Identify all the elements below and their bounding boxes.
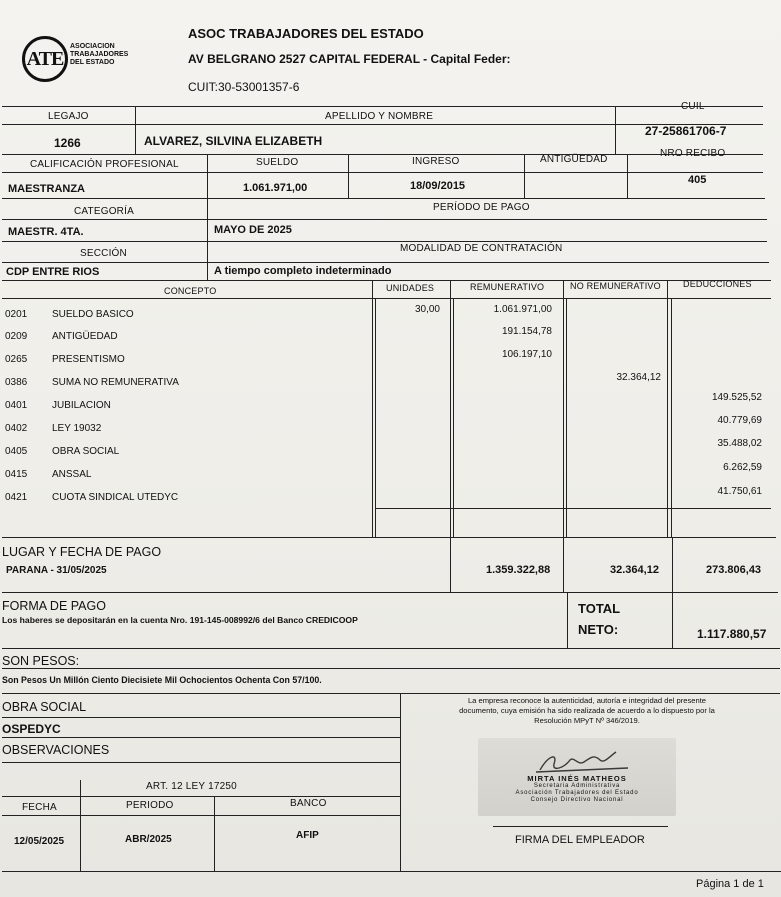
concept-name: LEY 19032: [52, 423, 102, 434]
neto-value: 1.117.880,57: [697, 627, 767, 641]
stamp-line: Asociación Trabajadores del Estado: [515, 790, 639, 796]
stamp-name: MIRTA INÉS MATHEOS: [527, 774, 627, 783]
concept-name: SUMA NO REMUNERATIVA: [52, 377, 179, 388]
periodo-label: PERÍODO DE PAGO: [433, 202, 530, 213]
logo-caption: ASOCIACION TRABAJADORES DEL ESTADO: [70, 43, 129, 66]
total-label: TOTAL: [578, 601, 621, 616]
concept-code: 0421: [5, 492, 28, 503]
ingreso-label: INGRESO: [412, 156, 460, 167]
concept-deduccion: 41.750,61: [717, 486, 762, 497]
concept-code: 0201: [5, 309, 28, 320]
nro-recibo-value: 405: [688, 174, 707, 186]
page-number: Página 1 de 1: [696, 878, 764, 890]
concept-code: 0265: [5, 354, 28, 365]
forma-pago-value: Los haberes se depositarán en la cuenta Nro. 191-145-008992/6 del Banco CREDICOOP: [2, 615, 358, 625]
concept-remunerativo: 106.197,10: [501, 349, 552, 360]
concept-name: CUOTA SINDICAL UTEDYC: [52, 492, 179, 503]
org-address: AV BELGRANO 2527 CAPITAL FEDERAL - Capital Feder:: [188, 52, 511, 66]
concept-name: ANTIGÜEDAD: [52, 331, 118, 342]
total-no-remunerativo: 32.364,12: [610, 564, 659, 576]
ate-logo: [22, 36, 68, 82]
col-unidades: UNIDADES: [386, 283, 435, 293]
concept-deduccion: 6.262,59: [723, 462, 762, 473]
obra-social-value: OSPEDYC: [2, 722, 61, 736]
cuil-value: 27-25861706-7: [645, 124, 727, 138]
concept-name: ANSSAL: [52, 469, 92, 480]
banco-value: AFIP: [296, 830, 319, 841]
stamp-line: Consejo Directivo Nacional: [530, 797, 624, 803]
concept-code: 0415: [5, 469, 28, 480]
neto-label: NETO:: [578, 622, 619, 637]
org-cuit: CUIT:30-53001357-6: [188, 80, 300, 94]
forma-pago-label: FORMA DE PAGO: [2, 599, 106, 613]
son-pesos-value: Son Pesos Un Millón Ciento Diecisiete Mil Ochocientos Ochenta Con 57/100.: [2, 675, 322, 685]
logo-text: ATE: [26, 47, 64, 70]
concept-remunerativo: 191.154,78: [501, 326, 552, 337]
concept-name: OBRA SOCIAL: [52, 446, 120, 457]
concept-code: 0209: [5, 331, 28, 342]
seccion-value: CDP ENTRE RIOS: [6, 266, 100, 278]
concept-deduccion: 35.488,02: [717, 438, 762, 449]
concept-name: SUELDO BASICO: [52, 309, 134, 320]
fecha-dep-value: 12/05/2025: [14, 836, 65, 847]
concept-code: 0401: [5, 400, 28, 411]
name-label: APELLIDO Y NOMBRE: [325, 111, 434, 122]
antiguedad-label: ANTIGÜEDAD: [540, 154, 608, 165]
org-name: ASOC TRABAJADORES DEL ESTADO: [188, 26, 424, 41]
legajo-label: LEGAJO: [48, 111, 89, 122]
concept-code: 0402: [5, 423, 28, 434]
stamp-line: Secretaria Administrativa: [533, 783, 621, 789]
calificacion-label: CALIFICACIÓN PROFESIONAL: [30, 159, 179, 170]
periodo-dep-value: ABR/2025: [125, 834, 172, 845]
legajo-value: 1266: [54, 136, 81, 150]
seccion-label: SECCIÓN: [80, 248, 127, 259]
sueldo-label: SUELDO: [256, 157, 299, 168]
name-value: ALVAREZ, SILVINA ELIZABETH: [144, 134, 323, 148]
son-pesos-label: SON PESOS:: [2, 654, 80, 668]
legal-text: La empresa reconoce la autenticidad, autoría e integridad del presente documento, cuya emisión ha sido realizada de acuerdo a lo dispuesto por la Resolución MPyT Nº 346/2019.: [459, 696, 715, 725]
cuil-label: CUIL: [681, 101, 705, 112]
nro-recibo-label: NRO RECIBO: [660, 148, 726, 159]
concept-remunerativo: 1.061.971,00: [493, 304, 552, 315]
art-label: ART. 12 LEY 17250: [146, 781, 237, 792]
modalidad-label: MODALIDAD DE CONTRATACIÓN: [400, 243, 563, 254]
banco-label: BANCO: [290, 798, 327, 809]
obra-social-label: OBRA SOCIAL: [2, 700, 87, 714]
categoria-label: CATEGORÍA: [74, 206, 134, 217]
total-deducciones: 273.806,43: [706, 564, 762, 576]
concept-units: 30,00: [414, 304, 440, 315]
lugar-label: LUGAR Y FECHA DE PAGO: [2, 545, 162, 559]
concept-code: 0386: [5, 377, 28, 388]
categoria-value: MAESTR. 4TA.: [8, 226, 84, 238]
concept-deduccion: 40.779,69: [717, 415, 762, 426]
fecha-label: FECHA: [22, 802, 57, 813]
modalidad-value: A tiempo completo indeterminado: [214, 265, 392, 277]
sueldo-value: 1.061.971,00: [243, 182, 308, 194]
col-no-remunerativo: NO REMUNERATIVO: [570, 281, 661, 291]
observaciones-label: OBSERVACIONES: [2, 743, 110, 757]
signature-line: [493, 826, 668, 827]
concept-code: 0405: [5, 446, 28, 457]
concept-name: PRESENTISMO: [52, 354, 125, 365]
concept-deduccion: 149.525,52: [711, 392, 762, 403]
periodo-value: MAYO DE 2025: [214, 224, 292, 236]
firma-label: FIRMA DEL EMPLEADOR: [515, 834, 645, 846]
col-remunerativo: REMUNERATIVO: [470, 282, 545, 292]
periodo-dep-label: PERIODO: [126, 800, 174, 811]
concept-name: JUBILACION: [52, 400, 111, 411]
total-remunerativo: 1.359.322,88: [486, 564, 551, 576]
col-deducciones: DEDUCCIONES: [683, 279, 752, 289]
calificacion-value: MAESTRANZA: [8, 183, 85, 195]
signature-stamp: [478, 738, 676, 816]
ingreso-value: 18/09/2015: [410, 180, 466, 192]
concept-no-remunerativo: 32.364,12: [616, 372, 661, 383]
col-concepto: CONCEPTO: [164, 286, 217, 296]
lugar-value: PARANA - 31/05/2025: [6, 565, 107, 576]
